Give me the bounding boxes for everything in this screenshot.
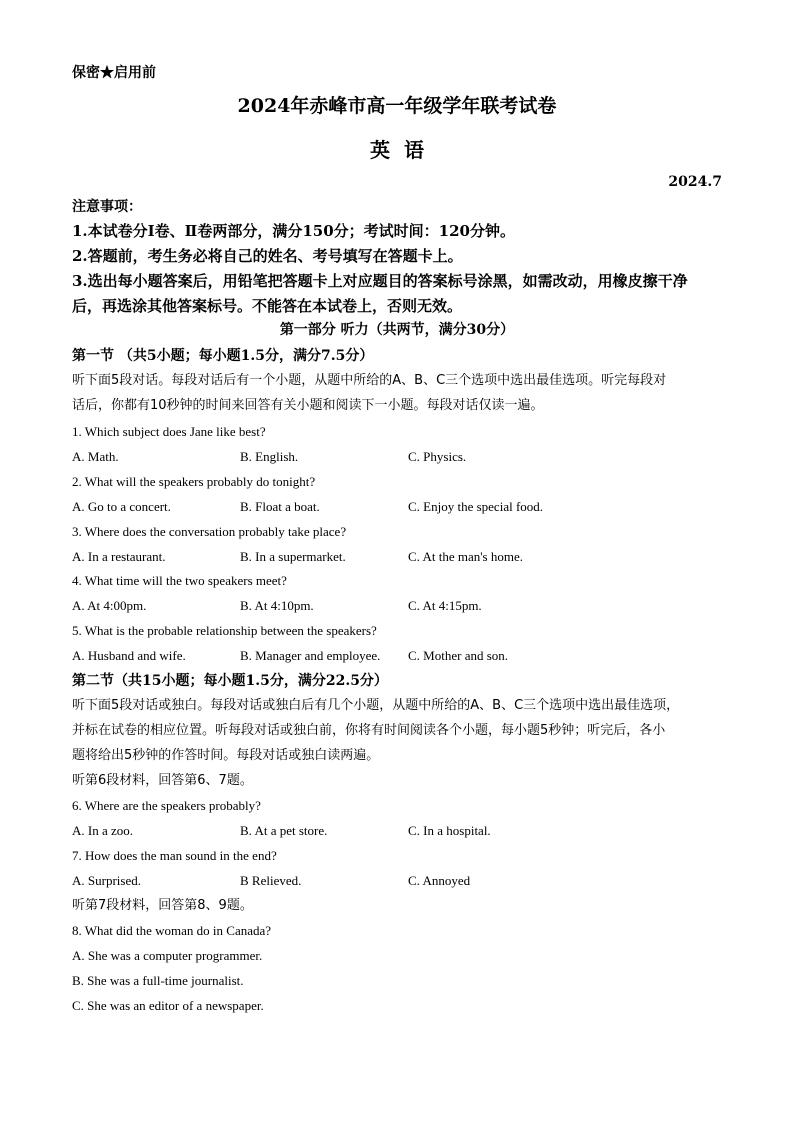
q3-option-a: A. In a restaurant. [72,549,166,564]
q4-option-c: C. At 4:15pm. [408,598,482,613]
confidential-label: 保密★启用前 [72,65,156,81]
material-7-label: 听第7段材料，回答第8、9题。 [72,898,253,913]
notes-heading: 注意事项： [72,199,142,215]
q6-option-a: A. In a zoo. [72,823,134,838]
section2-instruction-3: 题将给出5秒钟的作答时间。每段对话或独白读两遍。 [72,748,380,763]
q1-option-a: A. Math. [72,449,119,464]
q7-option-c: C. Annoyed [408,873,471,888]
q1-option-c: C. Physics. [408,449,467,464]
q8-option-a: A. She was a computer programmer. [72,948,263,963]
q8-option-b: B. She was a full-time journalist. [72,973,244,988]
q8-option-c: C. She was an editor of a newspaper. [72,998,264,1013]
section2-instruction-1: 听下面5段对话或独白。每段对话或独白后有几个小题，从题中所给的A、B、C三个选项中选出最佳选项， [72,698,680,713]
q4-option-a: A. At 4:00pm. [72,598,147,613]
section1-instruction-1: 听下面5段对话。每段对话后有一个小题，从题中所给的A、B、C三个选项中选出最佳选项。听完每段对 [72,373,667,388]
exam-date: 2024.7 [668,174,722,190]
q3-option-b: B. In a supermarket. [240,549,346,564]
note-item-2: 2.答题前，考生务必将自己的姓名、考号填写在答题卡上。 [72,247,463,265]
section2-title: 第二节（共15小题；每小题1.5分，满分22.5分） [72,673,388,689]
q5-option-c: C. Mother and son. [408,648,509,663]
question-3: 3. Where does the conversation probably take place? [72,524,347,539]
question-7: 7. How does the man sound in the end? [72,848,277,863]
section2-instruction-2: 并标在试卷的相应位置。听每段对话或独白前，你将有时间阅读各个小题，每小题5秒钟；听完后，各小 [72,723,666,738]
note-item-1: 1.本试卷分Ⅰ卷、Ⅱ卷两部分，满分150分；考试时间：120分钟。 [72,222,515,240]
q3-option-c: C. At the man's home. [408,549,524,564]
q2-option-c: C. Enjoy the special food. [408,499,544,514]
q2-option-a: A. Go to a concert. [72,499,171,514]
section1-title: 第一节 （共5小题；每小题1.5分，满分7.5分） [72,348,374,364]
note-item-3: 3.选出每小题答案后，用铅笔把答题卡上对应题目的答案标号涂黑，如需改动，用橡皮擦干净 [72,272,688,290]
q7-option-a: A. Surprised. [72,873,141,888]
q5-option-a: A. Husband and wife. [72,648,186,663]
question-1: 1. Which subject does Jane like best? [72,424,266,439]
question-6: 6. Where are the speakers probably? [72,798,261,813]
part1-title: 第一部分 听力（共两节，满分30分） [279,322,515,338]
q7-option-b: B Relieved. [240,873,302,888]
section1-instruction-2: 话后，你都有10秒钟的时间来回答有关小题和阅读下一小题。每段对话仅读一遍。 [72,398,544,413]
question-8: 8. What did the woman do in Canada? [72,923,272,938]
q6-option-c: C. In a hospital. [408,823,491,838]
question-4: 4. What time will the two speakers meet? [72,573,287,588]
q5-option-b: B. Manager and employee. [240,648,381,663]
q4-option-b: B. At 4:10pm. [240,598,314,613]
exam-title: 2024年赤峰市高一年级学年联考试卷 [237,95,557,117]
q2-option-b: B. Float a boat. [240,499,320,514]
subject-title: 英 语 [370,138,424,162]
note-item-3-cont: 后，再选涂其他答案标号。不能答在本试卷上，否则无效。 [72,297,463,315]
q6-option-b: B. At a pet store. [240,823,328,838]
question-5: 5. What is the probable relationship between the speakers? [72,623,377,638]
material-6-label: 听第6段材料，回答第6、7题。 [72,773,253,788]
q1-option-b: B. English. [240,449,299,464]
question-2: 2. What will the speakers probably do tonight? [72,474,316,489]
